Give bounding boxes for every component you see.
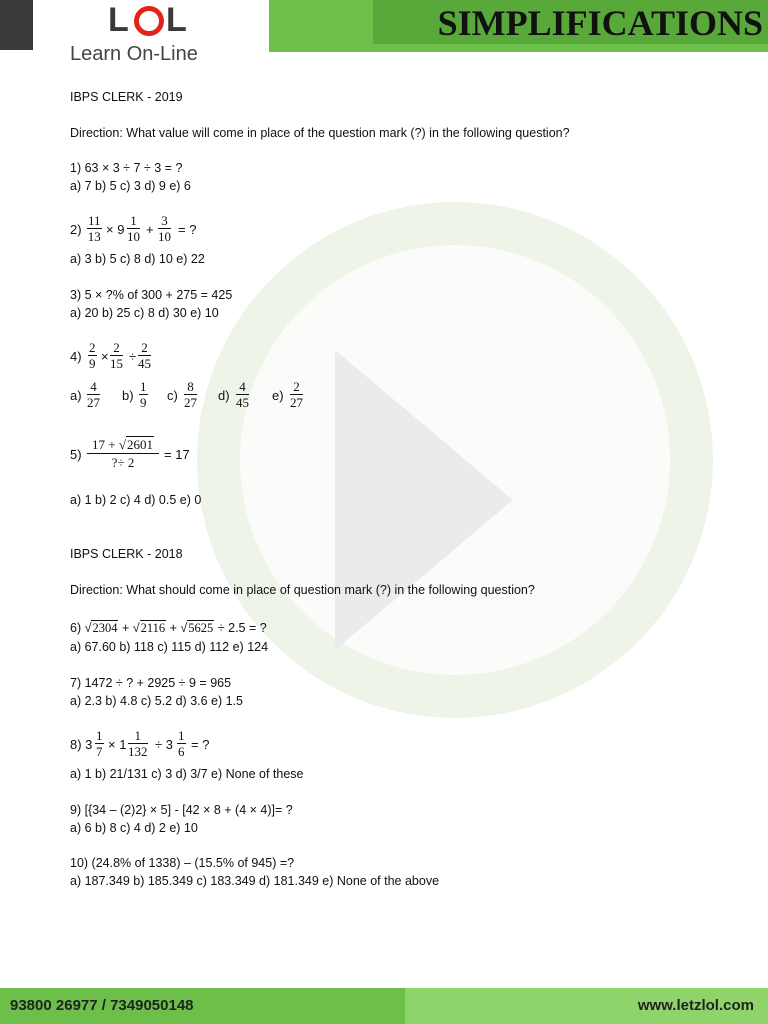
question-1: 1) 63 × 3 ÷ 7 ÷ 3 = ? — [70, 161, 183, 175]
logo — [70, 2, 230, 68]
q8-fraction-3: $\frac{1}{6}$ — [178, 728, 185, 759]
q4-option-c: $\frac{8}{27}$ — [184, 379, 197, 410]
question-7-options: a) 2.3 b) 4.8 c) 5.2 d) 3.6 e) 1.5 — [70, 694, 244, 708]
question-9-options: a) 6 b) 8 c) 4 d) 2 e) 10 — [70, 821, 198, 835]
q5-fraction: $\frac{17 + √2601}{?\div 2}$ — [87, 437, 159, 472]
q8-prefix: 8) 3 — [70, 737, 93, 752]
q4-fraction-1: $\frac{2}{9}$ — [89, 340, 96, 371]
q4-option-d-label: d) — [218, 388, 230, 403]
q4-number: 4) — [70, 349, 82, 364]
section-heading-2019: IBPS CLERK - 2019 — [70, 90, 183, 104]
question-2-options: a) 3 b) 5 c) 8 d) 10 e) 22 — [70, 252, 205, 266]
footer-phone: 93800 26977 / 7349050148 — [10, 997, 194, 1014]
q4-option-a-label: a) — [70, 388, 82, 403]
q4-operator-1: × — [101, 349, 109, 364]
header-dark-tab — [0, 0, 33, 50]
question-10: 10) (24.8% of 1338) – (15.5% of 945) =? — [70, 856, 295, 870]
q5-equals: = 17 — [164, 447, 190, 462]
q4-option-b-label: b) — [122, 388, 134, 403]
logo-o-icon — [134, 6, 164, 36]
logo-letter-l1: L — [108, 1, 129, 39]
direction-2018: Direction: What should come in place of question mark (?) in the following question? — [70, 583, 535, 597]
q4-option-e-label: e) — [272, 388, 284, 403]
q4-option-b: $\frac{1}{9}$ — [140, 379, 147, 410]
q8-equals: = ? — [191, 737, 210, 752]
question-1-options: a) 7 b) 5 c) 3 d) 9 e) 6 — [70, 179, 191, 193]
question-6-options: a) 67.60 b) 118 c) 115 d) 112 e) 124 — [70, 640, 269, 654]
question-3: 3) 5 × ?% of 300 + 275 = 425 — [70, 288, 233, 302]
question-6: 6) √2304 + √2116 + √5625 ÷ 2.5 = ? — [70, 621, 267, 635]
q2-operator-2: + — [146, 222, 154, 237]
q4-fraction-3: $\frac{2}{45}$ — [138, 340, 151, 371]
q2-fraction-3: $\frac{3}{10}$ — [158, 213, 171, 244]
q2-fraction-2: $\frac{1}{10}$ — [127, 213, 140, 244]
question-5-options: a) 1 b) 2 c) 4 d) 0.5 e) 0 — [70, 493, 202, 507]
q4-operator-2: ÷ — [129, 349, 137, 364]
logo-letter-l2: L — [166, 1, 187, 39]
question-8-options: a) 1 b) 21/131 c) 3 d) 3/7 e) None of these — [70, 767, 304, 781]
logo-tagline: Learn On-Line — [70, 43, 198, 65]
q4-option-a: $\frac{4}{27}$ — [87, 379, 100, 410]
q4-fraction-2: $\frac{2}{15}$ — [110, 340, 123, 371]
q8-fraction-1: $\frac{1}{7}$ — [96, 728, 103, 759]
footer-website[interactable]: www.letzlol.com — [637, 997, 754, 1014]
q5-number: 5) — [70, 447, 82, 462]
q4-option-d: $\frac{4}{45}$ — [236, 379, 249, 410]
q4-option-c-label: c) — [167, 388, 178, 403]
q8-operator-1: × 1 — [108, 737, 127, 752]
q2-number: 2) — [70, 222, 82, 237]
watermark-play-icon — [195, 200, 715, 720]
q2-operator-1: × 9 — [106, 222, 125, 237]
question-3-options: a) 20 b) 25 c) 8 d) 30 e) 10 — [70, 306, 219, 320]
section-heading-2018: IBPS CLERK - 2018 — [70, 547, 183, 561]
q2-fraction-1: $\frac{11}{13}$ — [87, 213, 101, 244]
q8-fraction-2: $\frac{1}{132}$ — [128, 728, 148, 759]
question-9: 9) [{34 – (2)2} × 5] - [42 × 8 + (4 × 4)]= ? — [70, 803, 293, 817]
q4-option-e: $\frac{2}{27}$ — [290, 379, 303, 410]
page-title: SIMPLIFICATIONS — [437, 3, 763, 43]
q2-equals: = ? — [178, 222, 197, 237]
question-10-options: a) 187.349 b) 185.349 c) 183.349 d) 181.349 e) None of the above — [70, 874, 440, 888]
q8-operator-2: ÷ 3 — [155, 737, 173, 752]
question-7: 7) 1472 ÷ ? + 2925 ÷ 9 = 965 — [70, 676, 232, 690]
direction-2019: Direction: What value will come in place of the question mark (?) in the following question? — [70, 126, 570, 140]
